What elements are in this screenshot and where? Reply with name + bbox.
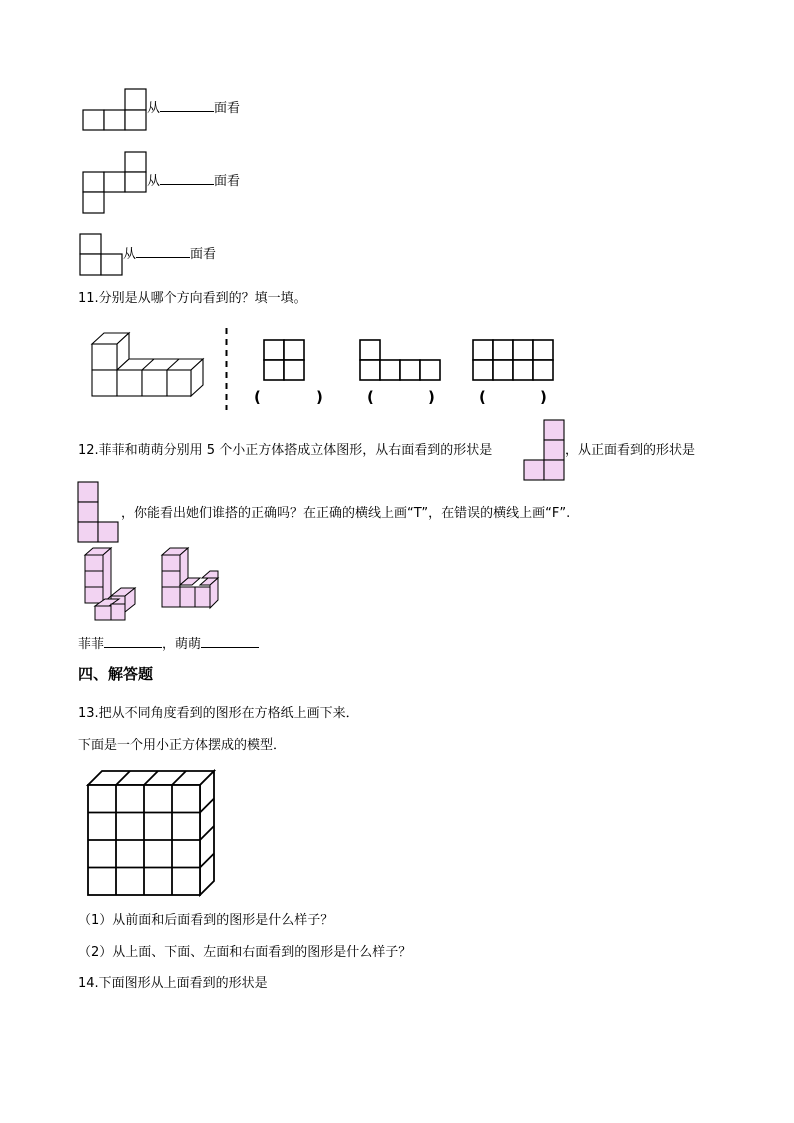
- q12-text-part1: 12.菲菲和萌萌分别用 5 个小正方体搭成立体图形，从右面看到的形状是: [78, 443, 493, 458]
- view-shape-1: [83, 89, 147, 131]
- paren-close-3: ): [540, 388, 547, 406]
- section-title: 四、解答题: [78, 665, 154, 683]
- paren-open-3: (: [479, 388, 486, 406]
- view-shape-3: [80, 234, 124, 276]
- q12-text-part2: ，从正面看到的形状是: [565, 443, 696, 458]
- view-suffix: 面看: [190, 247, 217, 262]
- view-suffix: 面看: [214, 174, 241, 189]
- view-prefix: 从: [147, 101, 161, 116]
- q12-separator: ，: [162, 637, 176, 652]
- view-blank-3[interactable]: [136, 245, 190, 258]
- q14-text: 14.下面图形从上面看到的形状是: [78, 976, 268, 991]
- paren-close-2: ): [428, 388, 435, 406]
- paren-open-1: (: [254, 388, 261, 406]
- q11-view-a: [263, 339, 305, 381]
- paren-close-1: ): [316, 388, 323, 406]
- view-blank-1[interactable]: [160, 99, 214, 112]
- view-prefix: 从: [147, 174, 161, 189]
- feifei-answer-blank[interactable]: [104, 635, 162, 648]
- view-blank-2[interactable]: [160, 172, 214, 185]
- q12-answer-a-label: 菲菲: [78, 637, 105, 652]
- q12-text-part3: ，你能看出她们谁搭的正确吗？在正确的横线上画“T”，在错误的横线上画“F”.: [121, 506, 571, 521]
- q12-front-view-shape: [77, 481, 119, 543]
- q13-sub1: （1）从前面和后面看到的图形是什么样子？: [78, 913, 334, 928]
- view-suffix: 面看: [214, 101, 241, 116]
- view-prefix: 从: [123, 247, 137, 262]
- view-shape-2: [83, 152, 147, 214]
- q13-text2: 下面是一个用小正方体摆成的模型．: [78, 738, 287, 753]
- q11-view-c: [472, 339, 556, 381]
- q12-answer-b-label: 萌萌: [175, 637, 202, 652]
- mengmeng-answer-blank[interactable]: [201, 635, 259, 648]
- dashed-divider: [225, 328, 229, 410]
- q11-view-b: [359, 339, 443, 381]
- q13-text: 13.把从不同角度看到的图形在方格纸上画下来．: [78, 706, 359, 721]
- q13-cube-model: [86, 769, 218, 897]
- q11-text: 11.分别是从哪个方向看到的？填一填。: [78, 291, 307, 306]
- paren-open-2: (: [367, 388, 374, 406]
- q13-sub2: （2）从上面、下面、左面和右面看到的图形是什么样子？: [78, 945, 412, 960]
- q12-right-view-shape: [523, 419, 565, 481]
- q11-3d-figure: [88, 328, 208, 400]
- mengmeng-3d-figure: [160, 546, 222, 618]
- feifei-3d-figure: [83, 546, 137, 622]
